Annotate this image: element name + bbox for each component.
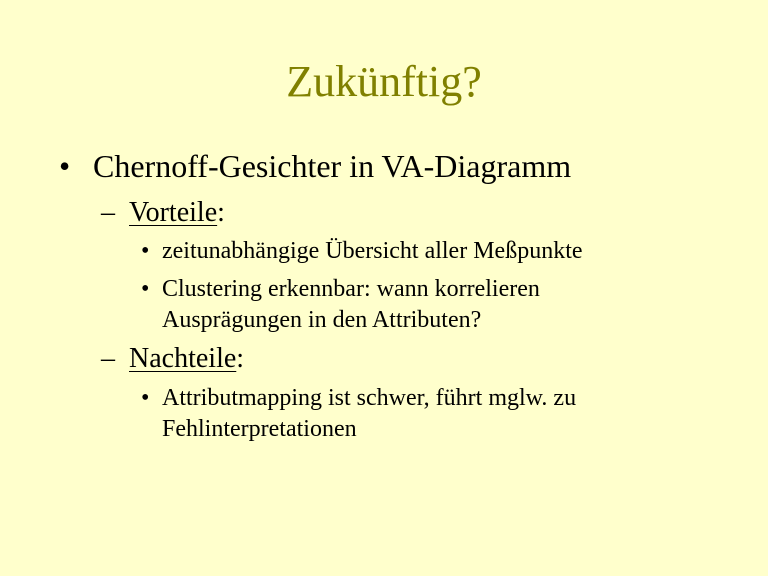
section-colon: : <box>236 343 245 374</box>
bullet-chernoff <box>59 146 571 186</box>
bullet-marker: • <box>141 238 150 264</box>
section-label-nachteile: Nachteile <box>129 343 237 374</box>
section-label-vorteile: Vorteile <box>129 197 218 228</box>
item-attributmapping <box>141 383 641 445</box>
bullet-marker: • <box>141 276 150 302</box>
item-text: Clustering erkennbar: wann korrelieren Ausprägungen in den Attributen? <box>162 276 540 333</box>
item-clustering <box>141 274 641 336</box>
slide-title: Zukünftig? <box>286 57 482 106</box>
section-colon: : <box>217 197 225 228</box>
item-uebersicht <box>141 236 641 267</box>
item-text: zeitunabhängige Übersicht aller Meßpunkte <box>162 238 583 264</box>
bullet-marker: • <box>141 385 150 411</box>
bullet-marker: • <box>59 148 71 184</box>
dash-marker: – <box>101 343 115 374</box>
section-nachteile <box>101 342 244 376</box>
item-text: Attributmapping ist schwer, führt mglw. zu Fehlinterpretationen <box>162 385 577 442</box>
bullet-text: Chernoff-Gesichter in VA-Diagramm <box>93 148 572 184</box>
dash-marker: – <box>101 197 115 228</box>
section-vorteile <box>101 196 225 230</box>
